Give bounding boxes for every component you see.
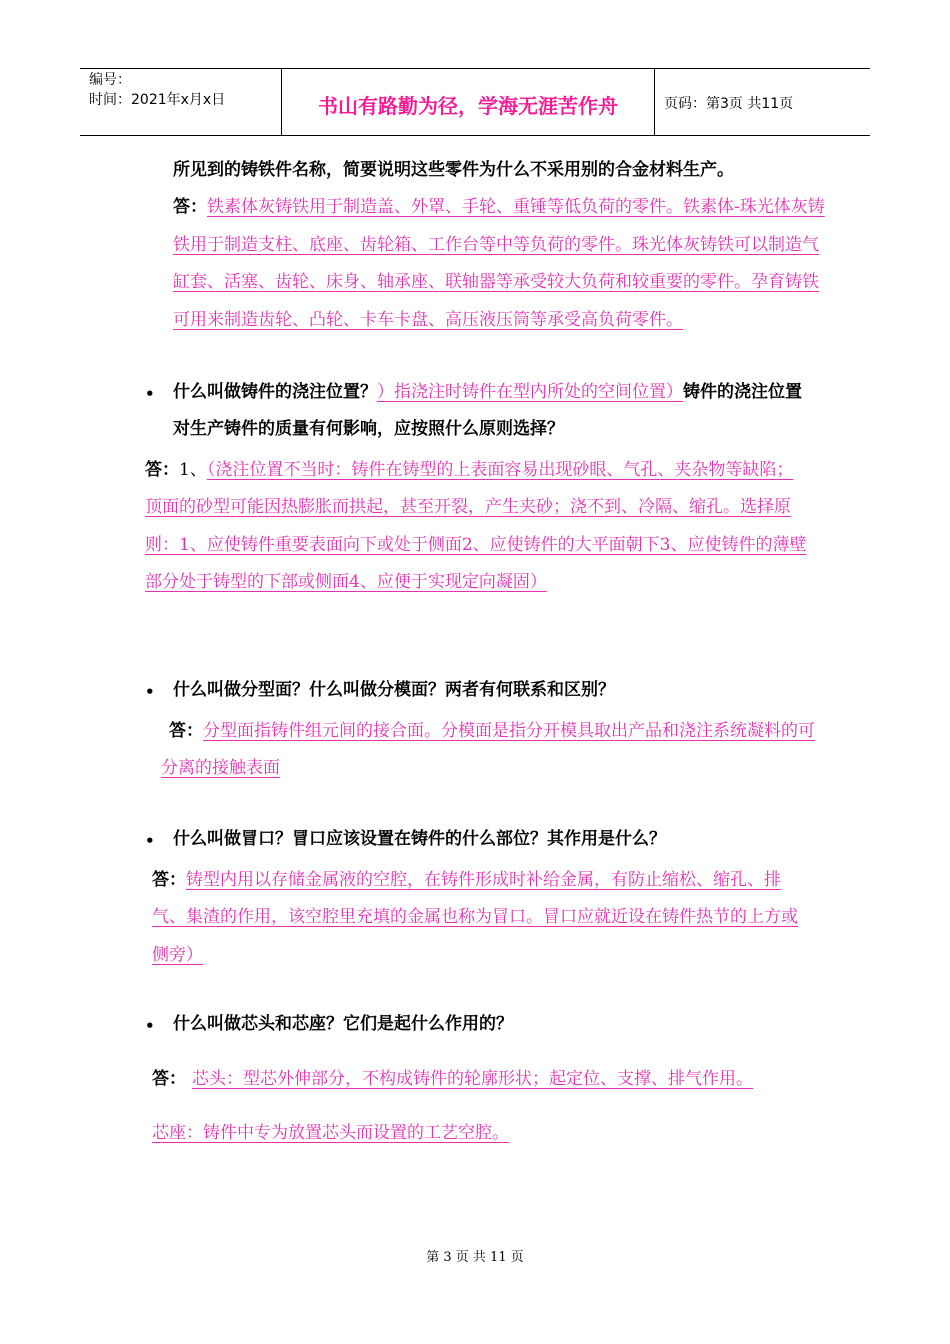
header-motto: 书山有路勤为径，学海无涯苦作舟 (318, 94, 618, 118)
q1-question-b: 铸件的浇注位置对生产铸件的质量有何影响，应按照什么原则选择？ (173, 382, 802, 440)
header-number: 编号： (89, 72, 131, 88)
q4-answer-2 (152, 1115, 842, 1152)
answer-label: 答： (169, 721, 203, 741)
answer-text: 芯座：铸件中专为放置芯头而设置的工艺空腔。 (152, 1123, 509, 1143)
bullet-icon: • (145, 683, 155, 701)
q2-answer (161, 713, 816, 788)
answer-text: （浇注位置不当时：铸件在铸型的上表面容易出现砂眼、气孔、夹杂物等缺陷；顶面的砂型可能因热膨胀而拱起，甚至开裂，产生夹砂；浇不到、冷隔、缩孔。选择原则：1、应使铸件重要表面向下或处于侧面2、应使铸件的大平面朝下3、应使铸件的薄壁部分处于铸型的下部或侧面4、应便于实现定向凝固） (145, 460, 807, 593)
intro-question-tail: 所见到的铸铁件名称，简要说明这些零件为什么不采用别的合金材料生产。 (173, 160, 734, 180)
answer-text: 分型面指铸件组元间的接合面。分模面是指分开模具取出产品和浇注系统凝料的可分离的接触表面 (161, 721, 815, 779)
answer-text: 铸型内用以存储金属液的空腔，在铸件形成时补给金属，有防止缩松、缩孔、排气、集渣的作用，该空腔里充填的金属也称为冒口。冒口应就近设在铸件热节的上方或侧旁） (152, 870, 798, 965)
q3-answer (152, 862, 812, 974)
q1-inline-answer: ）指浇注时铸件在型内所处的空间位置） (377, 382, 683, 402)
header-page-number: 页码：第3页 共11页 (664, 96, 794, 112)
q4-question: 什么叫做芯头和芯座？它们是起什么作用的？ (173, 1014, 513, 1034)
header-date: 时间：2021年x月x日 (89, 92, 226, 108)
header-top-rule (80, 68, 870, 69)
header-bottom-rule (80, 135, 870, 136)
intro-answer (173, 189, 833, 339)
answer-label: 答： (152, 870, 186, 890)
footer-page-number: 第 3 页 共 11 页 (426, 1250, 524, 1265)
q3-question: 什么叫做冒口？冒口应该设置在铸件的什么部位？其作用是什么？ (173, 829, 666, 849)
q4-answer-1 (152, 1061, 842, 1098)
answer-index: 1、 (179, 460, 207, 480)
q1-question (173, 374, 818, 449)
answer-text: 芯头：型芯外伸部分，不构成铸件的轮廓形状；起定位、支撑、排气作用。 (192, 1069, 753, 1089)
answer-label: 答： (152, 1069, 186, 1089)
answer-label: 答： (145, 460, 179, 480)
bullet-icon: • (145, 832, 155, 850)
q1-answer (145, 452, 810, 602)
answer-label: 答： (173, 197, 207, 218)
bullet-icon: • (145, 385, 155, 403)
header-divider-right (654, 68, 655, 135)
intro-block (173, 152, 833, 339)
q1-question-a: 什么叫做铸件的浇注位置？ (173, 382, 377, 402)
answer-text: 铁素体灰铸铁用于制造盖、外罩、手轮、重锤等低负荷的零件。铁素体-珠光体灰铸铁用于制造支柱、底座、齿轮箱、工作台等中等负荷的零件。珠光体灰铸铁可以制造气缸套、活塞、齿轮、床身、轴承座、联轴器等承受较大负荷和较重要的零件。孕育铸铁可用来制造齿轮、凸轮、卡车卡盘、高压液压筒等承受高负荷零件。 (173, 197, 825, 330)
bullet-icon: • (145, 1017, 155, 1035)
header-meta (89, 70, 225, 110)
q2-question: 什么叫做分型面？什么叫做分模面？两者有何联系和区别？ (173, 680, 615, 700)
